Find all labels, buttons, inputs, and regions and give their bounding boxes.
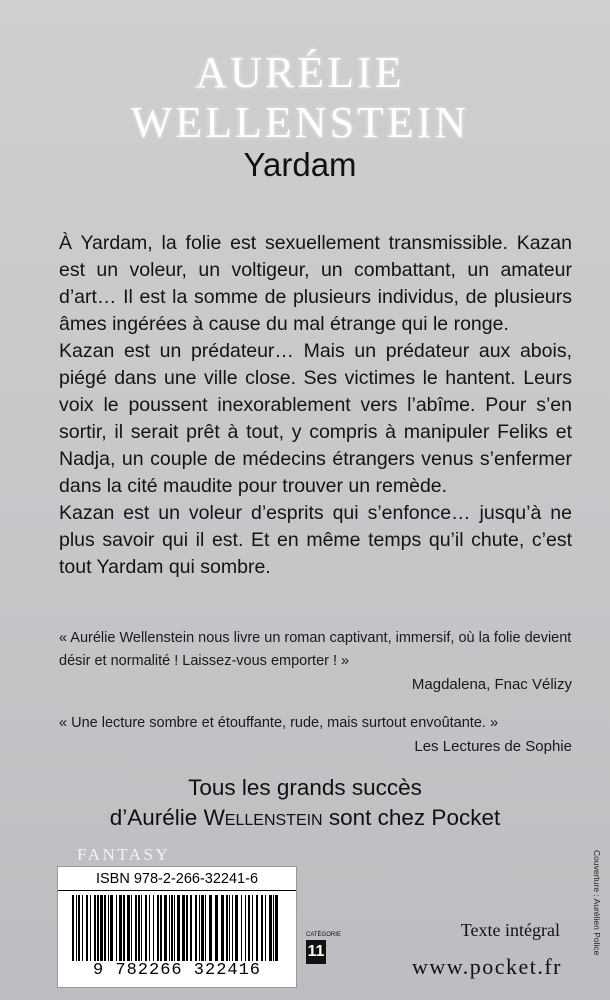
promo-suffix: sont chez Pocket — [322, 805, 501, 830]
quote-text: « Une lecture sombre et étouffante, rude, mais surtout envoûtante. » — [59, 715, 499, 731]
genre-label: FANTASY — [77, 845, 171, 864]
book-title: Yardam — [243, 146, 357, 183]
blurb-paragraph: À Yardam, la folie est sexuellement transmissible. Kazan est un voleur, un voltigeur, un combattant, un amateur d’art… Il est la somme de plusieurs individus, de plusieurs âmes ingérées à cause du mal étrange qui le ronge. — [59, 232, 572, 335]
quote-source: Magdalena, Fnac Vélizy — [411, 676, 572, 693]
quote-text: « Aurélie Wellenstein nous livre un roman captivant, immersif, où la folie devient désir et normalité ! Laissez-vous emporter ! » — [59, 630, 572, 669]
blurb-paragraph: Kazan est un voleur d’esprits qui s’enfonce… jusqu’à ne plus savoir qui il est. Et en même temps qu’il chute, c’est tout Yardam qui sombre. — [59, 502, 572, 578]
review-quote — [59, 712, 572, 758]
promo-line-1: Tous les grands succès — [188, 775, 422, 800]
author-last-name: WELLENSTEIN — [130, 98, 470, 147]
quote-source: Les Lectures de Sophie — [414, 738, 572, 755]
blurb — [59, 230, 572, 581]
review-quote — [59, 627, 572, 696]
promo-prefix: d’Aurélie — [109, 805, 204, 830]
ean-digits: 9 782266 322416 — [92, 961, 262, 980]
promo-line-2 — [0, 803, 610, 833]
barcode-icon — [70, 895, 284, 961]
texte-integral: Texte intégral — [460, 920, 560, 940]
isbn-text: ISBN 978-2-266-32241-6 — [58, 871, 296, 891]
category-label: CATÉGORIE — [306, 932, 341, 938]
cover-credit: Couverture : Aurélien Police — [592, 850, 602, 956]
category-value: 11 — [306, 940, 326, 964]
author-first-name: AURÉLIE — [195, 48, 405, 97]
barcode-panel — [57, 866, 297, 988]
publisher-website: www.pocket.fr — [411, 954, 562, 979]
blurb-paragraph: Kazan est un prédateur… Mais un prédateur aux abois, piégé dans une ville close. Ses victimes le hantent. Leurs voix le poussent inexorablement vers l’abîme. Pour s’en sortir, il serait prêt à tout, y compris à manipuler Feliks et Nadja, un couple de médecins étrangers venus s’enfermer dans la cité maudite pour trouver un remède. — [59, 340, 572, 497]
price-category — [306, 932, 341, 964]
promo-text — [0, 773, 610, 833]
promo-author: Wellenstein — [203, 805, 323, 830]
